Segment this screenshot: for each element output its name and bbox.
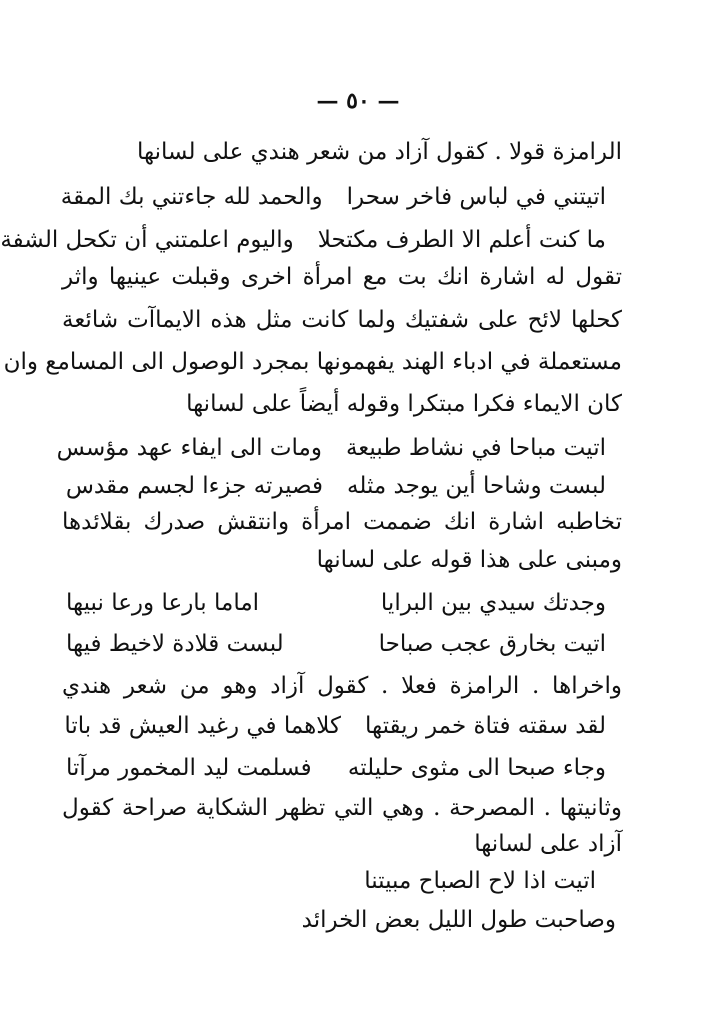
page-number: — ٥٠ —	[316, 88, 400, 114]
verse-line-2	[0, 225, 606, 257]
verse-hemistich-right: وجاء صبحا الى مثوى حليلته	[347, 755, 606, 781]
verse-line-3	[56, 433, 606, 465]
verse-hemistich-left: كلاهما في رغيد العيش قد باتا	[64, 713, 341, 739]
text-line-4: مستعملة في ادباء الهند يفهمونها بمجرد الوصول الى المسامع وان	[3, 349, 622, 375]
verse-line-10: وصاحبت طول الليل بعض الخرائد	[301, 907, 616, 933]
verse-hemistich-left: واليوم اعلمتني أن تكحل الشفة	[0, 227, 294, 253]
verse-hemistich-right: ما كنت أعلم الا الطرف مكتحلا	[317, 227, 606, 253]
verse-hemistich-left: ومات الى ايفاء عهد مؤسس	[56, 435, 322, 461]
verse-line-4	[66, 471, 606, 503]
verse-hemistich-right: اتيتني في لباس فاخر سحرا	[346, 184, 606, 210]
verse-hemistich-left: والحمد لله جاءتني بك المقة	[60, 184, 323, 210]
verse-line-1	[60, 182, 606, 214]
verse-line-7	[66, 711, 606, 743]
text-line-9: وثانيتها . المصرحة . وهي التي تظهر الشكاية صراحة كقول	[62, 795, 622, 821]
verse-hemistich-left: لبست قلادة لاخيط فيها	[66, 631, 284, 657]
text-line-6: تخاطبه اشارة انك ضممت امرأة وانتقش صدرك بقلائدها	[62, 509, 622, 535]
verse-hemistich-left: فصيرته جزءا لجسم مقدس	[65, 473, 323, 499]
text-line-3: كحلها لائح على شفتيك ولما كانت مثل هذه الايماآت شائعة	[62, 307, 622, 333]
text-line-2: تقول له اشارة انك بت مع امرأة اخرى وقبلت عينيها واثر	[62, 264, 622, 290]
text-line-5: كان الايماء فكرا مبتكرا وقوله أيضاً على لسانها	[186, 391, 622, 417]
verse-hemistich-right: لقد سقته فتاة خمر ريقتها	[364, 713, 606, 739]
text-line-1: الرامزة قولا . كقول آزاد من شعر هندي على لسانها	[136, 139, 622, 165]
verse-hemistich-right: لبست وشاحا أين يوجد مثله	[347, 473, 606, 499]
verse-line-8	[66, 753, 606, 785]
verse-line-6	[66, 629, 606, 661]
verse-hemistich-right: اتيت مباحا في نشاط طبيعة	[345, 435, 606, 461]
text-line-8: واخراها . الرامزة فعلا . كقول آزاد وهو من شعر هندي	[62, 673, 622, 699]
verse-hemistich-left: فسلمت ليد المخمور مرآتا	[66, 755, 312, 781]
verse-hemistich-left: اماما بارعا ورعا نبيها	[66, 590, 260, 616]
verse-line-9: اتيت اذا لاح الصباح مبيتنا	[364, 868, 596, 894]
text-line-7: ومبنى على هذا قوله على لسانها	[316, 547, 622, 573]
verse-hemistich-right: اتيت بخارق عجب صباحا	[378, 631, 606, 657]
verse-hemistich-right: وجدتك سيدي بين البرايا	[380, 590, 606, 616]
text-line-10: آزاد على لسانها	[474, 831, 622, 857]
verse-line-5	[66, 588, 606, 620]
